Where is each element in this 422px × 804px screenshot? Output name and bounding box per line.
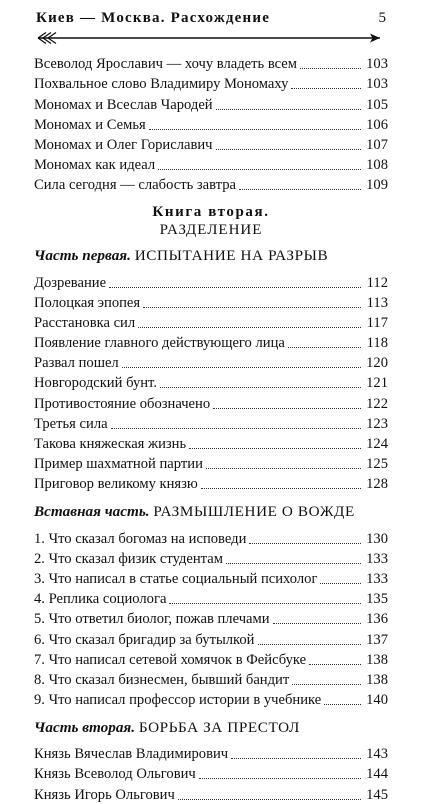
toc-entry (34, 413, 388, 433)
toc-entry (34, 669, 388, 689)
entry-page: 136 (366, 611, 388, 628)
toc-entry (34, 332, 388, 352)
section-heading-part-two (34, 719, 388, 737)
toc-entry (34, 433, 388, 453)
entry-title: Мономах и Всеслав Чародей (34, 97, 216, 114)
toc-entry (34, 548, 388, 568)
dot-leader (201, 488, 361, 489)
dot-leader (111, 428, 361, 429)
entry-page: 121 (366, 375, 388, 392)
toc-entry (34, 134, 388, 154)
entry-page: 123 (366, 415, 388, 432)
toc-entries-top (34, 53, 388, 194)
toc-entry (34, 453, 388, 473)
dot-leader (231, 758, 361, 759)
entry-page: 133 (366, 570, 388, 587)
dot-leader (288, 347, 361, 348)
entry-page: 130 (366, 530, 388, 547)
entry-page: 120 (366, 355, 388, 372)
entry-page: 122 (366, 395, 388, 412)
dot-leader (309, 664, 361, 665)
entry-page: 124 (366, 436, 388, 452)
dot-leader (160, 387, 361, 388)
toc-entries-insert-part (34, 527, 388, 709)
toc-entry (34, 271, 388, 291)
toc-entry (34, 763, 388, 783)
entry-page: 117 (366, 314, 388, 331)
dot-leader (199, 778, 361, 779)
entry-page: 113 (366, 294, 388, 311)
toc-entry (34, 588, 388, 608)
toc-entry (34, 114, 388, 134)
entry-page: 106 (366, 116, 388, 133)
entry-page: 128 (366, 476, 388, 493)
entry-page: 133 (366, 550, 388, 567)
entry-page: 135 (366, 591, 388, 608)
running-title: Киев — Москва. Расхождение (36, 10, 271, 26)
entry-page: 108 (366, 157, 388, 174)
section-label: Часть вторая. (34, 719, 136, 737)
dot-leader (258, 644, 362, 645)
entry-title: Пример шахматной партии (34, 456, 206, 473)
running-head (34, 0, 388, 27)
entry-title: 3. Что написал в статье социальный психолог (34, 571, 320, 588)
entry-title: 7. Что написал сетевой хомячок в Фейсбуке (34, 652, 309, 669)
dot-leader (213, 408, 361, 409)
toc-entry (34, 473, 388, 493)
toc-entries-part-two (34, 743, 388, 804)
entry-title: 8. Что сказал бизнесмен, бывший бандит (34, 672, 292, 689)
section-heading-part-one (34, 247, 388, 265)
toc-entry (34, 312, 388, 332)
dot-leader (226, 563, 361, 564)
dot-leader (138, 327, 361, 328)
entry-title: Мономах и Олег Гориславич (34, 137, 216, 154)
entry-title: 4. Реплика социолога (34, 591, 169, 608)
toc-entry (34, 783, 388, 803)
entry-page: 125 (366, 456, 388, 473)
entry-title: Князь Вячеслав Владимирович (34, 746, 231, 763)
entry-title: 2. Что сказал физик студентам (34, 551, 226, 568)
entry-page: 118 (366, 335, 388, 352)
dot-leader (143, 307, 361, 308)
entry-title: Новгородский бунт. (34, 375, 160, 392)
dot-leader (291, 88, 361, 89)
toc-entry (34, 392, 388, 412)
toc-entry (34, 352, 388, 372)
dot-leader (109, 287, 361, 288)
dot-leader (216, 109, 361, 110)
entry-title: 5. Что ответил биолог, пожав плечами (34, 611, 273, 628)
toc-entry (34, 292, 388, 312)
entry-page: 105 (366, 96, 388, 113)
dot-leader (158, 169, 361, 170)
entry-title: Мономах и Семья (34, 117, 149, 134)
toc-entry (34, 93, 388, 113)
toc-entry (34, 608, 388, 628)
toc-entry (34, 527, 388, 547)
toc-entry (34, 649, 388, 669)
section-gap (34, 493, 388, 497)
dot-leader (122, 367, 361, 368)
entry-title: Дозревание (34, 275, 109, 292)
entry-page: 103 (366, 56, 388, 73)
section-gap (34, 709, 388, 713)
dot-leader (178, 799, 361, 800)
book-title: Книга вторая. (152, 204, 270, 221)
entry-title: Князь Игорь Ольгович (34, 787, 178, 804)
entry-title: Противостояние обозначено (34, 396, 213, 413)
dot-leader (300, 68, 361, 69)
dot-leader (324, 704, 361, 705)
entry-title: 9. Что написал профессор истории в учебнике (34, 692, 324, 709)
entry-page: 107 (366, 136, 388, 153)
entry-page: 138 (366, 671, 388, 688)
entry-title: Развал пошел (34, 355, 122, 372)
dot-leader (189, 448, 361, 449)
page-number: 5 (378, 10, 386, 26)
toc-entry (34, 743, 388, 763)
entry-title: Князь Всеволод Ольгович (34, 766, 199, 783)
entry-page: 137 (366, 631, 388, 648)
dot-leader (249, 543, 361, 544)
entry-page: 143 (366, 746, 388, 763)
toc-entry (34, 568, 388, 588)
toc-entry (34, 73, 388, 93)
dot-leader (292, 684, 361, 685)
entry-title: 1. Что сказал богомаз на исповеди (34, 531, 249, 548)
book-subtitle: РАЗДЕЛЕНИЕ (159, 222, 263, 239)
entry-title: Такова княжеская жизнь (34, 436, 189, 453)
dot-leader (273, 623, 361, 624)
arrow-ornament (34, 31, 388, 45)
entry-title: Сила сегодня — слабость завтра (34, 177, 239, 194)
dot-leader (149, 129, 361, 130)
toc-entry (34, 53, 388, 73)
section-heading-insert-part (34, 503, 388, 521)
section-name: ИСПЫТАНИЕ НА РАЗРЫВ (134, 247, 329, 265)
entry-title: 6. Что сказал бригадир за бутылкой (34, 632, 258, 649)
entry-title: Третья сила (34, 416, 111, 433)
entry-title: Приговор великому князю (34, 476, 201, 493)
entry-page: 140 (366, 692, 388, 709)
entry-page: 138 (366, 651, 388, 668)
entry-title: Всеволод Ярославич — хочу владеть всем (34, 56, 300, 73)
toc-entry (34, 154, 388, 174)
section-name: РАЗМЫШЛЕНИЕ О ВОЖДЕ (153, 503, 355, 521)
section-label: Вставная часть. (34, 503, 150, 521)
section-label: Часть первая. (34, 247, 131, 265)
entry-page: 144 (366, 766, 388, 783)
entry-title: Расстановка сил (34, 315, 138, 332)
section-name: БОРЬБА ЗА ПРЕСТОЛ (138, 719, 300, 737)
toc-entry (34, 174, 388, 194)
dot-leader (216, 149, 361, 150)
entry-title: Появление главного действующего лица (34, 335, 288, 352)
toc-entry (34, 628, 388, 648)
entry-page: 112 (366, 274, 388, 291)
dot-leader (239, 189, 361, 190)
toc-entries-part-one (34, 271, 388, 493)
dot-leader (320, 583, 361, 584)
entry-page: 145 (366, 786, 388, 803)
entry-page: 109 (366, 177, 388, 194)
entry-page: 103 (366, 76, 388, 93)
toc-entry (34, 372, 388, 392)
dot-leader (169, 603, 361, 604)
toc-entry (34, 689, 388, 709)
entry-title: Мономах как идеал (34, 157, 158, 174)
dot-leader (206, 468, 361, 469)
entry-title: Полоцкая эпопея (34, 295, 143, 312)
entry-title: Похвальное слово Владимиру Мономаху (34, 76, 291, 93)
